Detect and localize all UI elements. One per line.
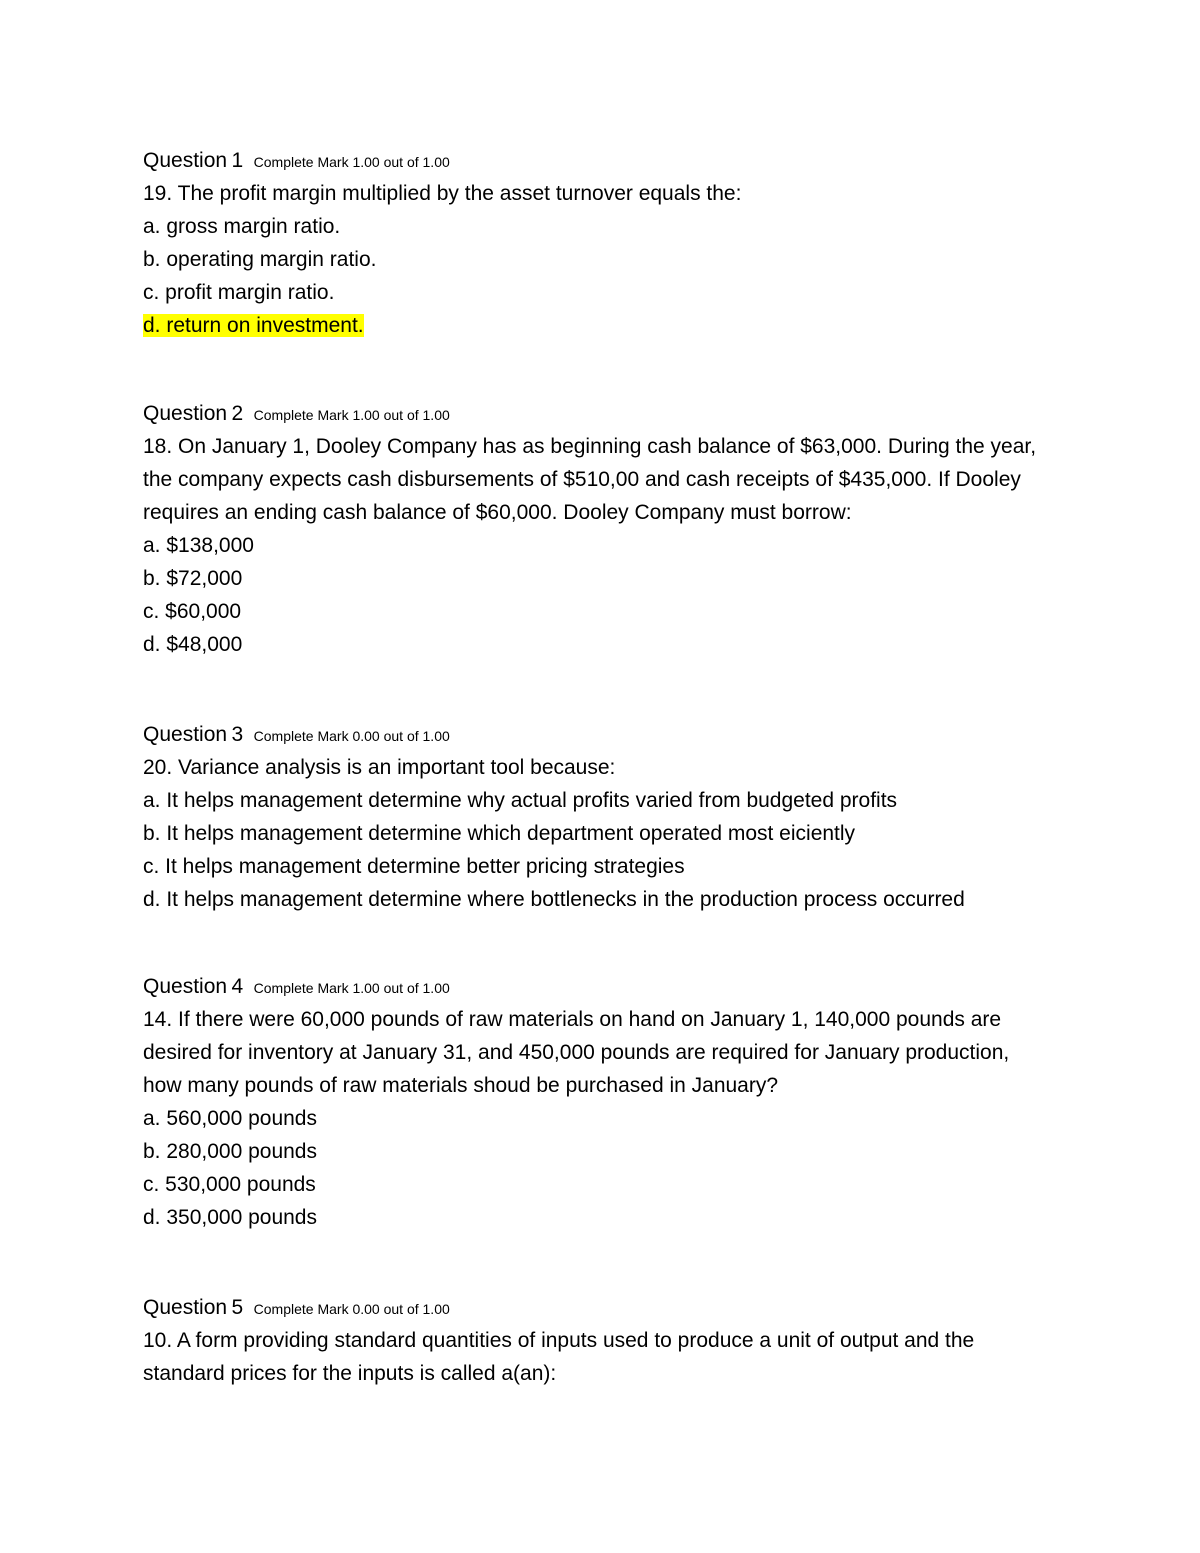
option-d: [143, 309, 1143, 342]
option-a: a. It helps management determine why actual profits varied from budgeted profits: [143, 789, 898, 812]
option-d: d. 350,000 pounds: [143, 1206, 317, 1229]
question-label: Question: [143, 149, 228, 172]
question-number: 4: [231, 975, 244, 998]
option-b: b. $72,000: [143, 567, 243, 590]
question-status: Complete Mark 0.00 out of 1.00: [253, 1301, 450, 1317]
question-stem: 19. The profit margin multiplied by the asset turnover equals the:: [143, 182, 742, 205]
question-header: [143, 1291, 1143, 1324]
question-header: [143, 718, 1143, 751]
question-label: Question: [143, 723, 228, 746]
question-stem-line-2: standard prices for the inputs is called a(an):: [143, 1362, 557, 1385]
question-label: Question: [143, 975, 228, 998]
option-c: c. $60,000: [143, 600, 242, 623]
option-b: b. It helps management determine which department operated most eiciently: [143, 822, 856, 845]
option-b: b. operating margin ratio.: [143, 248, 377, 271]
question-label: Question: [143, 1296, 228, 1319]
question-stem-line-2: desired for inventory at January 31, and 450,000 pounds are required for January production,: [143, 1041, 1010, 1064]
question-status: Complete Mark 1.00 out of 1.00: [253, 154, 450, 170]
question-header: [143, 397, 1143, 430]
question-4: [143, 970, 1143, 1234]
option-c: c. profit margin ratio.: [143, 281, 335, 304]
option-c: c. It helps management determine better pricing strategies: [143, 855, 685, 878]
question-status: Complete Mark 1.00 out of 1.00: [253, 407, 450, 423]
question-number: 5: [231, 1296, 244, 1319]
option-d: d. $48,000: [143, 633, 243, 656]
option-d: d. It helps management determine where bottlenecks in the production process occurred: [143, 888, 965, 911]
option-a: a. gross margin ratio.: [143, 215, 341, 238]
question-3: [143, 718, 1143, 916]
question-number: 1: [231, 149, 244, 172]
question-status: Complete Mark 1.00 out of 1.00: [253, 980, 450, 996]
question-stem-line-3: how many pounds of raw materials shoud be purchased in January?: [143, 1074, 779, 1097]
option-a: a. 560,000 pounds: [143, 1107, 317, 1130]
question-stem-line-2: the company expects cash disbursements of $510,00 and cash receipts of $435,000. If Dooley: [143, 468, 1021, 491]
question-label: Question: [143, 402, 228, 425]
highlighted-answer: d. return on investment.: [143, 314, 364, 337]
question-number: 2: [231, 402, 244, 425]
question-stem-line-1: 10. A form providing standard quantities of inputs used to produce a unit of output and the: [143, 1329, 975, 1352]
question-5: [143, 1291, 1143, 1390]
question-status: Complete Mark 0.00 out of 1.00: [253, 728, 450, 744]
option-b: b. 280,000 pounds: [143, 1140, 317, 1163]
question-header: [143, 144, 1143, 177]
option-c: c. 530,000 pounds: [143, 1173, 316, 1196]
question-1: [143, 144, 1143, 342]
option-a: a. $138,000: [143, 534, 254, 557]
question-header: [143, 970, 1143, 1003]
question-stem-line-1: 18. On January 1, Dooley Company has as beginning cash balance of $63,000. During the year,: [143, 435, 1037, 458]
question-stem-line-1: 14. If there were 60,000 pounds of raw materials on hand on January 1, 140,000 pounds are: [143, 1008, 1002, 1031]
question-stem: 20. Variance analysis is an important tool because:: [143, 756, 616, 779]
question-number: 3: [231, 723, 244, 746]
question-stem-line-3: requires an ending cash balance of $60,000. Dooley Company must borrow:: [143, 501, 852, 524]
question-2: [143, 397, 1143, 661]
